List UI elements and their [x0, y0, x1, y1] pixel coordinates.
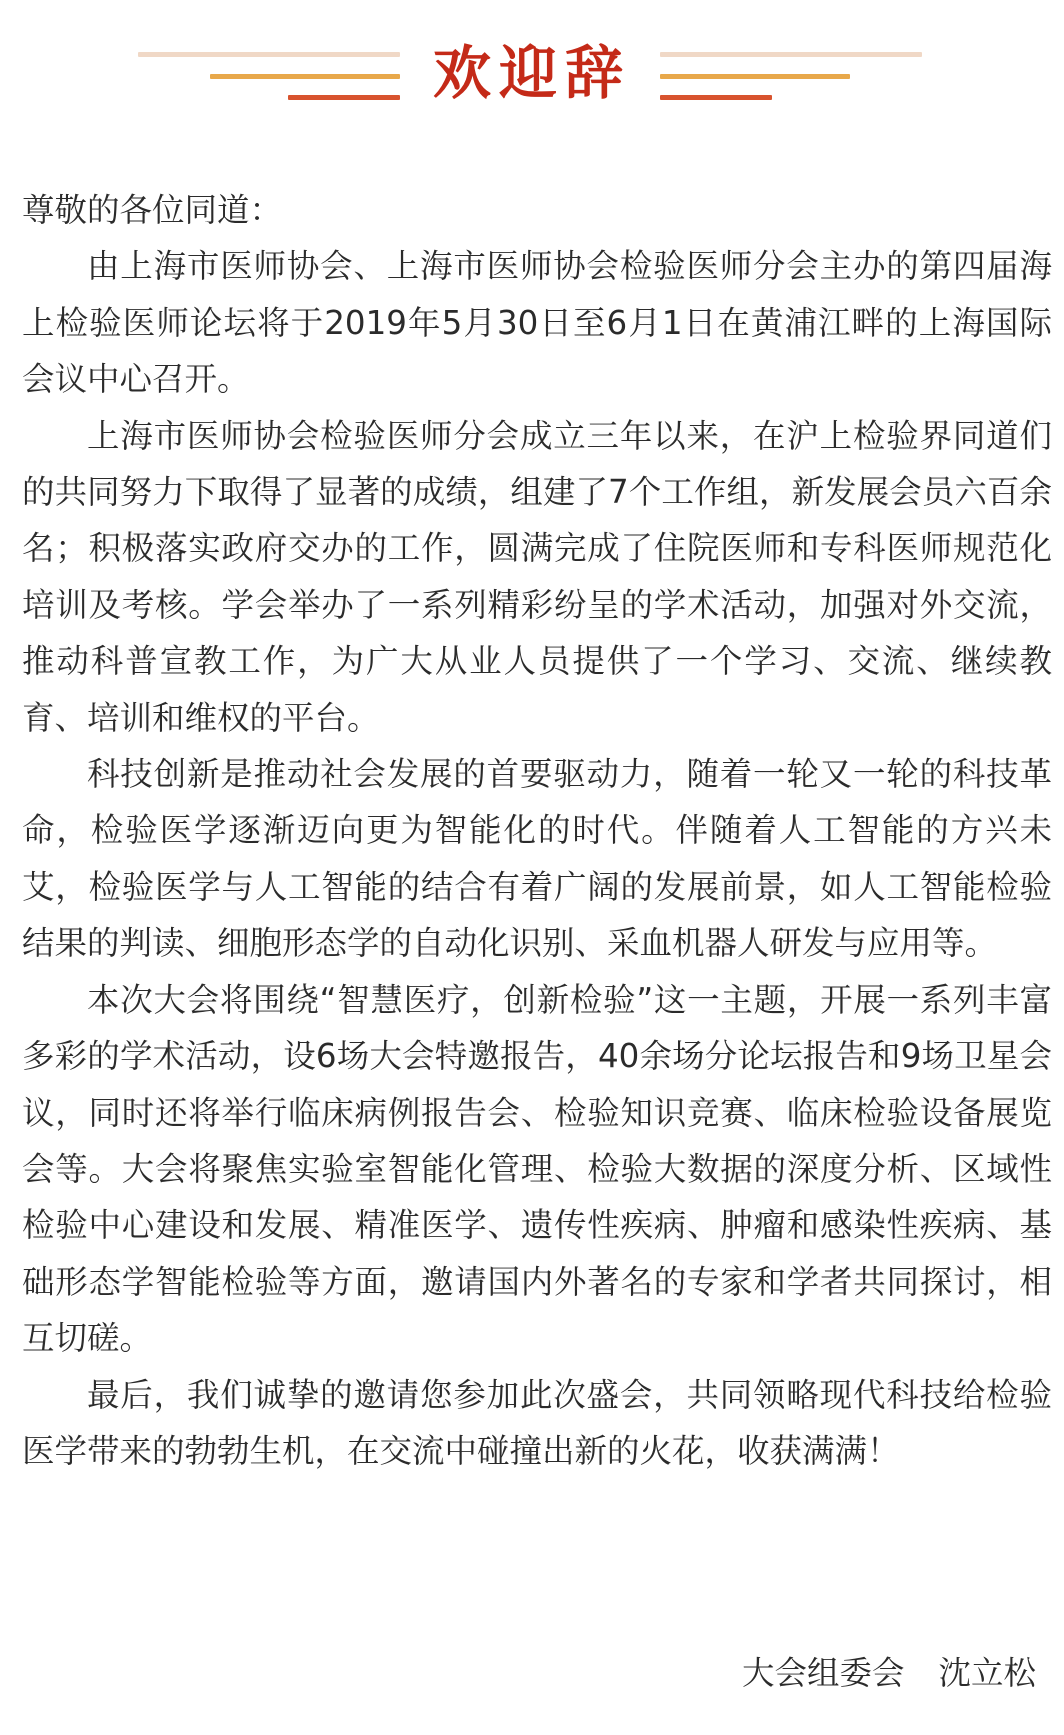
paragraph-4: 本次大会将围绕“智慧医疗，创新检验”这一主题，开展一系列丰富多彩的学术活动，设6场大会特邀报告，40余场分论坛报告和9场卫星会议，同时还将举行临床病例报告会、检验知识竞赛、临床检验设备展览会等。大会将聚焦实验室智能化管理、检验大数据的深度分析、区域性检验中心建设和发展、精准医学、遗传性疾病、肿瘤和感染性疾病、基础形态学智能检验等方面，邀请国内外著名的专家和学者共同探讨，相互切磋。	[22, 980, 1052, 1358]
paragraph-1: 由上海市医师协会、上海市医师协会检验医师分会主办的第四届海上检验医师论坛将于2019年5月30日至6月1日在黄浦江畔的上海国际会议中心召开。	[22, 247, 1052, 399]
signature-organization: 大会组委会	[741, 1654, 905, 1692]
paragraph-2: 上海市医师协会检验医师分会成立三年以来，在沪上检验界同道们的共同努力下取得了显著的成绩，组建了7个工作组，新发展会员六百余名；积极落实政府交办的工作，圆满完成了住院医师和专科医师规范化培训及考核。学会举办了一系列精彩纷呈的学术活动，加强对外交流，推动科普宣教工作，为广大从业人员提供了一个学习、交流、继续教育、培训和维权的平台。	[22, 416, 1052, 737]
page-title: 欢迎辞	[432, 39, 631, 107]
paragraph-5: 最后，我们诚挚的邀请您参加此次盛会，共同领略现代科技给检验医学带来的勃勃生机，在交流中碰撞出新的火花，收获满满！	[22, 1375, 1052, 1470]
salutation: 尊敬的各位同道：	[22, 191, 283, 229]
signature-name: 沈立松	[938, 1654, 1036, 1692]
letter-body	[22, 182, 1052, 1479]
signature	[742, 1648, 1036, 1698]
paragraph-3: 科技创新是推动社会发展的首要驱动力，随着一轮又一轮的科技革命，检验医学逐渐迈向更为智能化的时代。伴随着人工智能的方兴未艾，检验医学与人工智能的结合有着广阔的发展前景，如人工智能检验结果的判读、细胞形态学的自动化识别、采血机器人研发与应用等。	[22, 755, 1052, 963]
header-banner	[0, 0, 1064, 130]
